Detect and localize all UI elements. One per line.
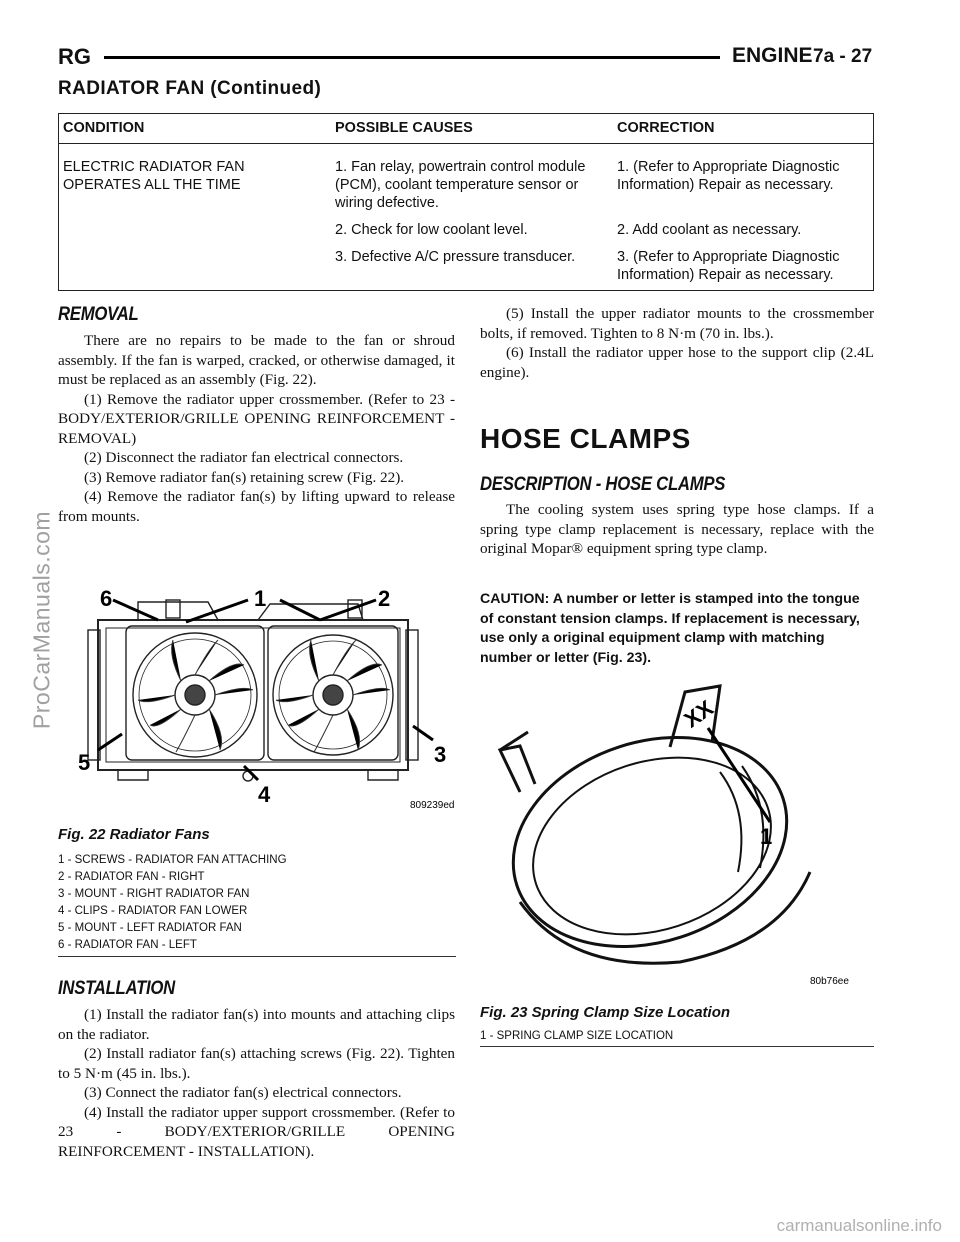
fig22-rule	[58, 956, 456, 957]
removal-heading: REMOVAL	[58, 304, 139, 325]
table-row	[59, 144, 874, 219]
legend-item: 3 - MOUNT - RIGHT RADIATOR FAN	[58, 888, 250, 900]
legend-item: 1 - SPRING CLAMP SIZE LOCATION	[480, 1030, 674, 1042]
column-header-correction: CORRECTION	[613, 114, 874, 144]
section-title: RADIATOR FAN (Continued)	[58, 78, 322, 99]
installation-step: (3) Connect the radiator fan(s) electrical connectors.	[84, 1084, 402, 1101]
correction-cell: 2. Add coolant as necessary.	[617, 222, 802, 238]
side-watermark: ProCarManuals.com	[28, 510, 55, 730]
fig22-callout-3: 3	[434, 742, 447, 767]
legend-item: 2 - RADIATOR FAN - RIGHT	[58, 871, 205, 883]
removal-step: (1) Remove the radiator upper crossmember. (Refer to 23 - BODY/EXTERIOR/GRILLE OPENING REINFORCEMENT - REMOVAL)	[58, 390, 455, 447]
header-left: RG	[58, 44, 91, 69]
fig23-code: 80b76ee	[810, 976, 849, 987]
legend-item: 6 - RADIATOR FAN - LEFT	[58, 939, 197, 951]
fig22-callout-1: 1	[254, 586, 267, 611]
header-rule	[104, 56, 720, 59]
fig22-callout-4: 4	[258, 782, 271, 807]
condition-text: ELECTRIC RADIATOR FAN OPERATES ALL THE TIME	[63, 159, 245, 193]
fig23-rule	[480, 1046, 874, 1047]
installation-body	[58, 1005, 455, 1161]
spring-clamp-illustration	[480, 672, 880, 992]
fig22-caption: Fig. 22 Radiator Fans	[58, 826, 210, 843]
correction-cell: 1. (Refer to Appropriate Diagnostic Information) Repair as necessary.	[617, 159, 840, 193]
installation-step: (6) Install the radiator upper hose to the support clip (2.4L engine).	[480, 344, 874, 381]
column-header-condition: CONDITION	[59, 114, 332, 144]
description-text: The cooling system uses spring type hose clamps. If a spring type clamp replacement is necessary, replace with the original Mopar® equipment spring type clamp.	[480, 501, 874, 557]
fig22-legend	[58, 852, 287, 954]
cause-cell: 1. Fan relay, powertrain control module (PCM), coolant temperature sensor or wiring defective.	[335, 159, 586, 211]
installation-step: (5) Install the upper radiator mounts to the crossmember bolts, if removed. Tighten to 8 N·m (70 in. lbs.).	[480, 305, 874, 342]
installation-step: (1) Install the radiator fan(s) into mounts and attaching clips on the radiator.	[58, 1006, 455, 1043]
hose-clamps-heading: HOSE CLAMPS	[480, 423, 691, 454]
removal-step: (3) Remove radiator fan(s) retaining screw (Fig. 22).	[84, 468, 405, 486]
table-header-row	[59, 114, 874, 144]
installation-step: (2) Install radiator fan(s) attaching screws (Fig. 22). Tighten to 5 N·m (45 in. lbs.).	[58, 1045, 455, 1082]
removal-paragraph: There are no repairs to be made to the fan or shroud assembly. If the fan is warped, cracked, or otherwise damaged, it must be replaced as an assembly (Fig. 22).	[58, 332, 455, 388]
removal-step: (2) Disconnect the radiator fan electrical connectors.	[84, 449, 404, 466]
legend-item: 4 - CLIPS - RADIATOR FAN LOWER	[58, 905, 248, 917]
removal-body	[58, 331, 455, 526]
column-header-causes: POSSIBLE CAUSES	[331, 114, 613, 144]
fig22-callout-6: 6	[100, 586, 113, 611]
installation-continued	[480, 304, 874, 382]
footer-watermark: carmanualsonline.info	[776, 1216, 942, 1235]
caution-text: CAUTION: A number or letter is stamped into the tongue of constant tension clamps. If replacement is necessary, use only a original equipment clamp with matching number or letter (Fig. 23).	[480, 591, 860, 666]
header-page-number: 7a - 27	[813, 46, 873, 67]
radiator-fans-illustration	[58, 580, 458, 820]
header-center: ENGINE	[732, 44, 813, 67]
correction-cell: 3. (Refer to Appropriate Diagnostic Information) Repair as necessary.	[617, 249, 840, 283]
legend-item: 1 - SCREWS - RADIATOR FAN ATTACHING	[58, 854, 287, 866]
description-heading: DESCRIPTION - HOSE CLAMPS	[480, 474, 726, 495]
fig23-legend	[480, 1028, 673, 1045]
cause-cell: 3. Defective A/C pressure transducer.	[335, 249, 576, 265]
cause-cell: 2. Check for low coolant level.	[335, 222, 528, 238]
fig23-caption: Fig. 23 Spring Clamp Size Location	[480, 1004, 731, 1021]
installation-heading: INSTALLATION	[58, 978, 175, 999]
fig22-code: 809239ed	[410, 800, 455, 811]
fig22-callout-5: 5	[78, 750, 91, 775]
installation-step: (4) Install the radiator upper support crossmember. (Refer to 23 - BODY/EXTERIOR/GRILLE OPENING REINFORCEMENT - INSTALLATION).	[58, 1103, 455, 1160]
legend-item: 5 - MOUNT - LEFT RADIATOR FAN	[58, 922, 242, 934]
description-body	[480, 500, 874, 559]
condition-cell	[59, 144, 332, 291]
clamp-stamp-mark: XX	[679, 695, 718, 733]
fig23-callout-1: 1	[760, 824, 773, 849]
removal-step: (4) Remove the radiator fan(s) by lifting upward to release from mounts.	[58, 488, 455, 525]
fig22-callout-2: 2	[378, 586, 391, 611]
diagnosis-table	[58, 113, 874, 291]
